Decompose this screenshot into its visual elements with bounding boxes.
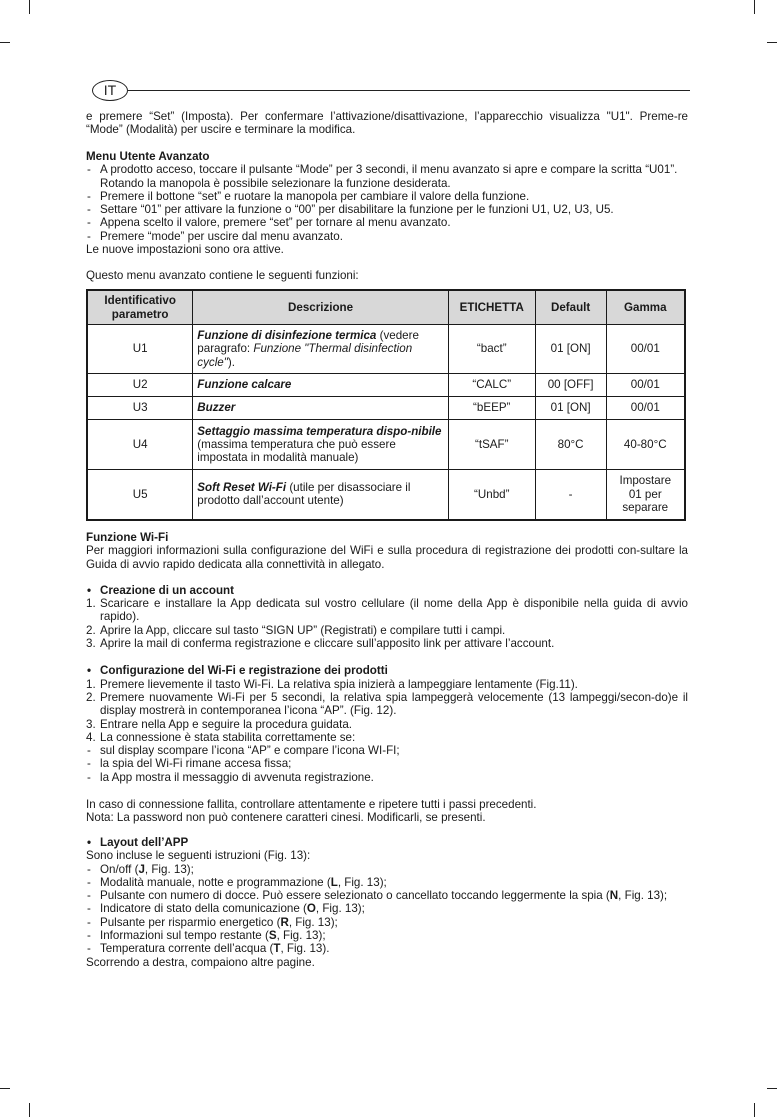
config-title: • Configurazione del Wi-Fi e registrazione dei prodotti	[87, 664, 388, 678]
list-item: - A prodotto acceso, toccare il pulsante “Mode” per 3 secondi, il menu avanzato si apre e compare la scritta “U01”. Rotando la manopola è possibile selezionare la funzione desiderata.	[87, 163, 678, 190]
param-id: U2	[87, 374, 193, 397]
table-row	[87, 397, 685, 420]
crop-mark-bottom-right-h	[767, 1088, 777, 1089]
list-item: - Premere “mode” per uscire dal menu avanzato.	[87, 229, 343, 243]
param-default: 80°C	[535, 420, 606, 470]
list-item: - sul display scompare l’icona “AP” e compare l’icona WI-FI;	[87, 744, 400, 758]
app-layout-section	[86, 836, 688, 969]
list-item: 1. Scaricare e installare la App dedicata sul vostro cellulare (il nome della App è disponibile nella guida di avvio rapido).	[86, 597, 688, 624]
col-header-id: Identificativo parametro	[87, 290, 193, 325]
param-description: Funzione di disinfezione termica (vedere paragrafo: Funzione "Thermal disinfection cycle").	[193, 325, 449, 374]
col-header-default: Default	[535, 290, 606, 325]
param-range: 00/01	[606, 325, 685, 374]
app-layout-intro: Sono incluse le seguenti istruzioni (Fig. 13):	[86, 849, 311, 863]
param-default: -	[535, 470, 606, 520]
table-row	[87, 420, 685, 470]
intro-text: e premere “Set” (Imposta). Per confermare l’attivazione/disattivazione, l’apparecchio visualizza "U1". Preme-re “Mode” (Modalità) per uscire e terminare la modifica.	[86, 110, 688, 137]
table-row	[87, 374, 685, 397]
app-layout-footer: Scorrendo a destra, compaiono altre pagine.	[86, 955, 315, 969]
table-intro: Questo menu avanzato contiene le seguenti funzioni:	[86, 269, 359, 283]
list-item: - Premere il bottone “set” e ruotare la manopola per cambiare il valore della funzione.	[87, 189, 530, 203]
list-item: 1. Premere lievemente il tasto Wi-Fi. La relativa spia inizierà a lampeggiare lentamente (Fig.11).	[86, 677, 578, 691]
param-range: 00/01	[606, 397, 685, 420]
param-description: Buzzer	[193, 397, 449, 420]
col-header-range: Gamma	[606, 290, 685, 325]
table-row	[87, 470, 685, 520]
advanced-menu-section	[86, 150, 688, 283]
crop-mark-top-right-h	[767, 42, 777, 43]
param-label: “tSAF”	[448, 420, 535, 470]
list-item: - Pulsante per risparmio energetico (R, Fig. 13);	[87, 915, 338, 929]
param-default: 01 [ON]	[535, 397, 606, 420]
param-default: 00 [OFF]	[535, 374, 606, 397]
password-note: Nota: La password non può contenere caratteri cinesi. Modificarli, se presenti.	[86, 811, 486, 825]
crop-mark-bottom-left-h	[0, 1088, 10, 1089]
list-item: - On/off (J, Fig. 13);	[87, 862, 194, 876]
list-item: - Temperatura corrente dell’acqua (T, Fig. 13).	[87, 942, 330, 956]
param-description: Funzione calcare	[193, 374, 449, 397]
app-layout-title: • Layout dell’APP	[87, 836, 189, 849]
param-id: U5	[87, 470, 193, 520]
wifi-section	[86, 531, 688, 825]
list-item: - Indicatore di stato della comunicazione (O, Fig. 13);	[87, 902, 365, 916]
crop-mark-top-left-h	[0, 42, 10, 43]
param-id: U1	[87, 325, 193, 374]
list-item: - Appena scelto il valore, premere “set” per tornare al menu avanzato.	[87, 216, 451, 230]
list-item: 2. Premere nuovamente Wi-Fi per 5 secondi, la relativa spia lampeggerà velocemente (13 lampeggi/secon-do)e il display mostrerà in contemporanea l’icona “AP”. (Fig. 12).	[86, 690, 688, 718]
param-range: Impostare 01 per separare	[606, 470, 685, 520]
param-label: “Unbd”	[448, 470, 535, 520]
list-item: 2. Aprire la App, cliccare sul tasto “SIGN UP” (Registrati) e compilare tutti i campi.	[86, 623, 506, 637]
list-item: - Settare “01” per attivare la funzione o “00” per disabilitare la funzione per le funzioni U1, U2, U3, U5.	[87, 203, 614, 217]
list-item: - la spia del Wi-Fi rimane accesa fissa;	[87, 757, 292, 771]
list-item: - Informazioni sul tempo restante (S, Fig. 13);	[87, 929, 326, 943]
col-header-description: Descrizione	[193, 290, 449, 325]
header-rule	[128, 90, 690, 91]
list-item: - la App mostra il messaggio di avvenuta registrazione.	[87, 770, 374, 784]
advanced-menu-title: Menu Utente Avanzato	[86, 150, 210, 163]
param-label: “CALC”	[448, 374, 535, 397]
col-header-label: ETICHETTA	[448, 290, 535, 325]
param-label: “bEEP”	[448, 397, 535, 420]
list-item: 3. Aprire la mail di conferma registrazione e cliccare sull’apposito link per attivare l’account.	[86, 637, 555, 651]
parameters-table	[86, 289, 686, 521]
param-default: 01 [ON]	[535, 325, 606, 374]
language-badge: IT	[92, 80, 128, 101]
table-header-row	[87, 290, 685, 325]
param-description: Soft Reset Wi-Fi (utile per disassociare il prodotto dall’account utente)	[193, 470, 449, 520]
crop-mark-bottom-left-v	[29, 1103, 30, 1117]
failure-note: In caso di connessione fallita, controllare attentamente e ripetere tutti i passi precedenti.	[86, 798, 537, 812]
param-range: 40-80°C	[606, 420, 685, 470]
list-item: - Modalità manuale, notte e programmazione (L, Fig. 13);	[87, 875, 387, 889]
intro-section	[86, 110, 688, 137]
param-label: “bact”	[448, 325, 535, 374]
crop-mark-top-right-v	[754, 0, 755, 14]
param-description: Settaggio massima temperatura dispo-nibile (massima temperatura che può essere impostata in modalità manuale)	[193, 420, 449, 470]
list-item: 3. Entrare nella App e seguire la procedura guidata.	[86, 717, 353, 731]
wifi-title: Funzione Wi-Fi	[86, 531, 169, 544]
param-id: U4	[87, 420, 193, 470]
crop-mark-bottom-right-v	[754, 1103, 755, 1117]
language-header	[92, 80, 690, 102]
advanced-menu-footer: Le nuove impostazioni sono ora attive.	[86, 243, 284, 257]
account-title: • Creazione di un account	[87, 583, 234, 597]
wifi-intro: Per maggiori informazioni sulla configurazione del WiFi e sulla procedura di registrazione dei prodotti con-sultare la Guida di avvio rapido dedicata alla connettività in allegato.	[86, 544, 688, 571]
list-item: 4. La connessione è stata stabilita correttamente se:	[86, 730, 356, 744]
crop-mark-top-left-v	[29, 0, 30, 14]
table-row	[87, 325, 685, 374]
param-id: U3	[87, 397, 193, 420]
param-range: 00/01	[606, 374, 685, 397]
list-item: - Pulsante con numero di docce. Può essere selezionato o cancellato toccando leggermente la spia (N, Fig. 13);	[87, 889, 668, 903]
